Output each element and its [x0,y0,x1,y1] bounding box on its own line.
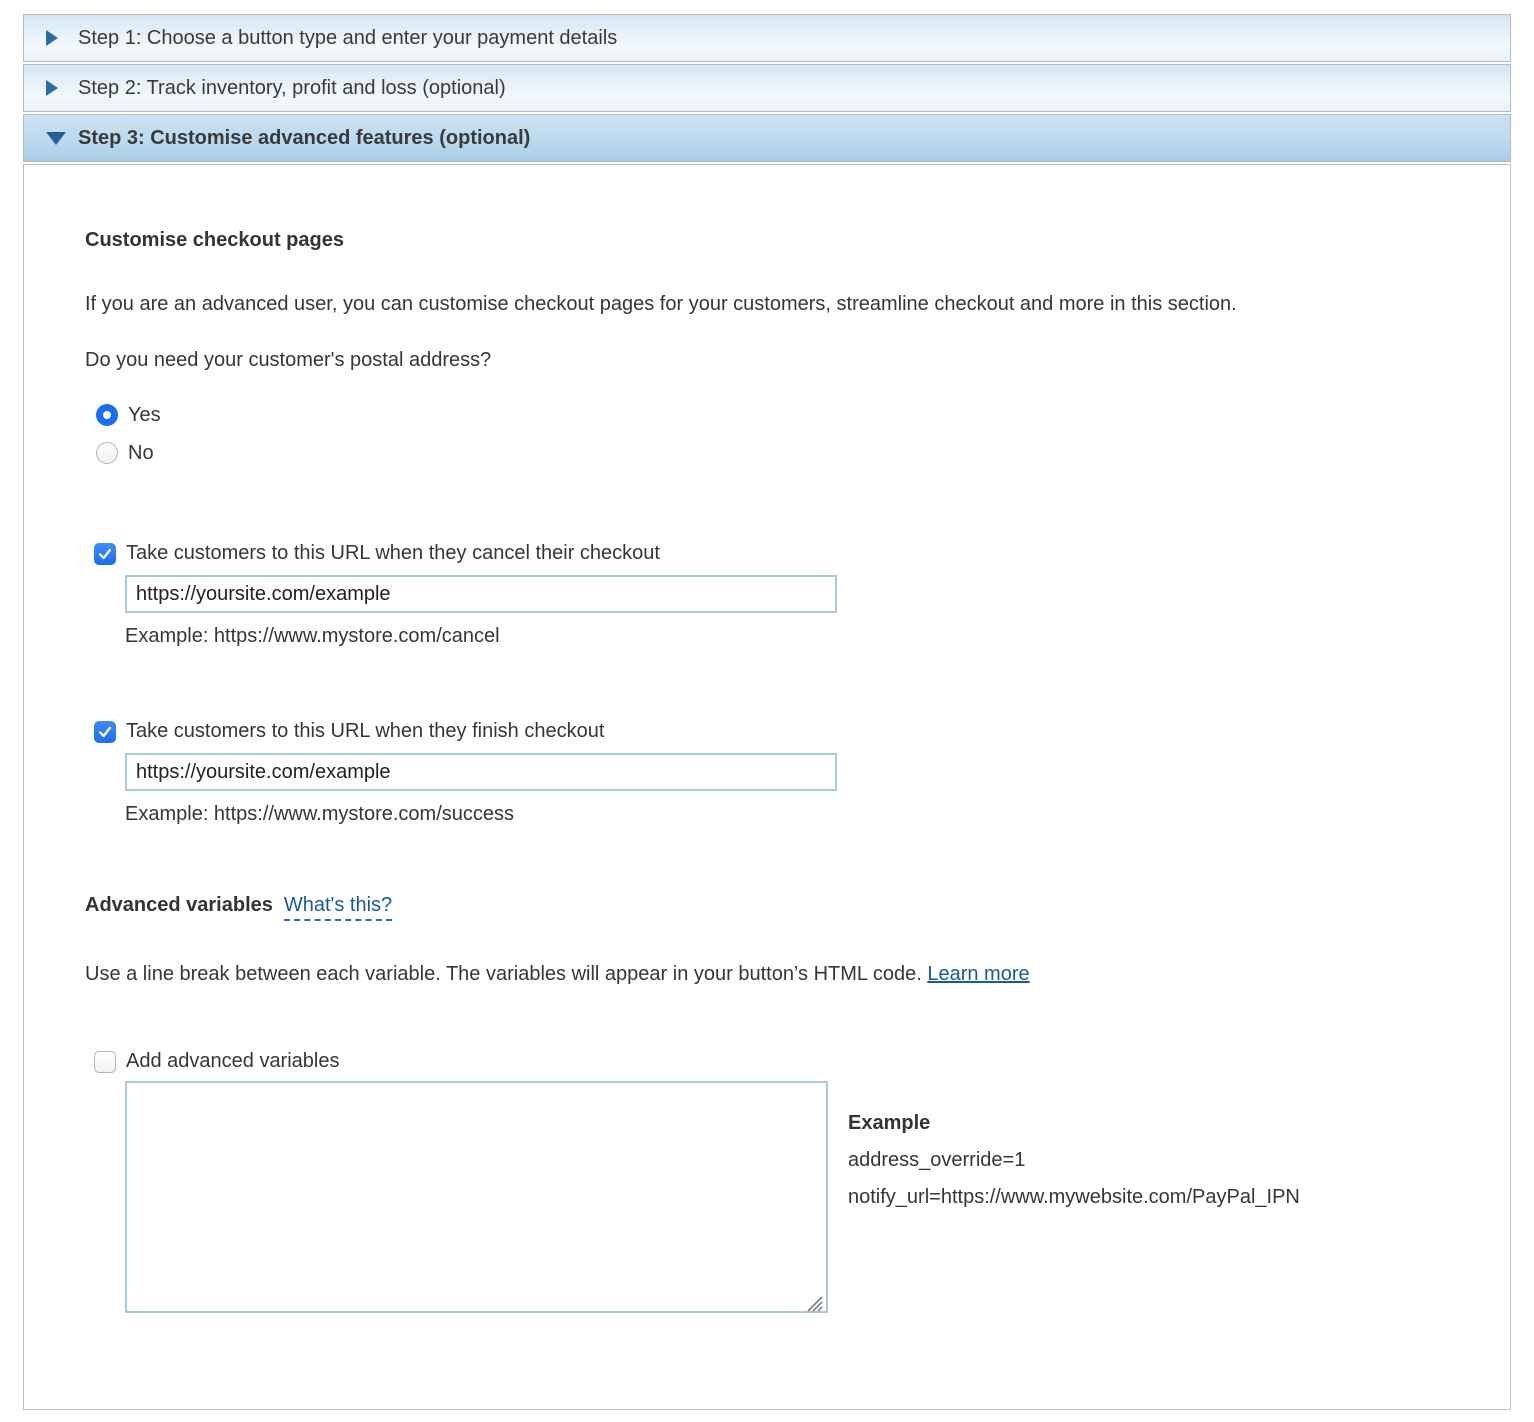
collapse-arrow-icon [46,132,66,145]
expand-arrow-icon [46,80,58,96]
finish-url-label[interactable]: Take customers to this URL when they finish checkout [126,720,605,742]
step-2-label: Step 2: Track inventory, profit and loss (optional) [78,76,506,99]
advanced-variables-heading: Advanced variables [85,894,273,916]
resize-grip-icon[interactable] [803,1292,823,1312]
checkmark-icon [97,724,113,740]
add-variables-checkbox-row [85,1050,1480,1073]
accordion-step-1-header[interactable] [23,14,1511,62]
expand-arrow-icon [46,30,58,46]
textarea-example-row [85,1081,1480,1319]
cancel-url-label[interactable]: Take customers to this URL when they cancel their checkout [126,542,660,564]
advanced-variables-instructions [85,963,1480,986]
cancel-url-input[interactable] [125,575,837,613]
cancel-url-block [85,542,1480,648]
radio-yes-label[interactable]: Yes [128,403,161,426]
example-heading: Example [848,1112,931,1134]
finish-url-input[interactable] [125,753,837,791]
add-variables-block [85,1050,1480,1319]
radio-yes[interactable] [96,404,118,426]
learn-more-link[interactable]: Learn more [927,963,1030,985]
advanced-variables-textarea[interactable] [125,1081,828,1313]
cancel-url-checkbox[interactable] [94,543,116,565]
finish-url-block [85,720,1480,826]
radio-no[interactable] [96,442,118,464]
accordion-step-3-header[interactable] [23,114,1511,162]
example-line: address_override=1 [848,1149,1026,1171]
radio-no-label[interactable]: No [128,441,154,464]
finish-url-checkbox-row [85,720,1480,743]
cancel-url-example: Example: https://www.mystore.com/cancel [125,625,500,647]
steps-accordion [23,14,1511,1410]
accordion-step-2-header[interactable] [23,64,1511,112]
step-3-label: Step 3: Customise advanced features (optional) [78,126,531,149]
finish-url-example: Example: https://www.mystore.com/success [125,803,515,825]
advanced-variables-heading-row [85,894,1480,921]
cancel-url-checkbox-row [85,542,1480,565]
example-line: notify_url=https://www.mywebsite.com/PayPal_IPN [848,1186,1300,1208]
instructions-text: Use a line break between each variable. The variables will appear in your button’s HTML code. [85,963,922,985]
checkout-intro-text: If you are an advanced user, you can customise checkout pages for your customers, streamline checkout and more in this section. [85,293,1237,315]
add-variables-checkbox[interactable] [94,1051,116,1073]
step-3-content-panel [23,164,1511,1410]
radio-row-no [96,434,1480,472]
radio-row-yes [96,396,1480,434]
checkmark-icon [97,546,113,562]
postal-address-radio-group [85,396,1480,472]
textarea-wrapper [125,1081,828,1319]
postal-address-question: Do you need your customer's postal address? [85,349,492,371]
checkout-section-heading: Customise checkout pages [85,229,344,251]
finish-url-checkbox[interactable] [94,721,116,743]
step-1-label: Step 1: Choose a button type and enter your payment details [78,26,618,49]
add-variables-label[interactable]: Add advanced variables [126,1050,340,1072]
whats-this-link[interactable]: What's this? [284,894,392,921]
variables-example-block [848,1081,1300,1319]
